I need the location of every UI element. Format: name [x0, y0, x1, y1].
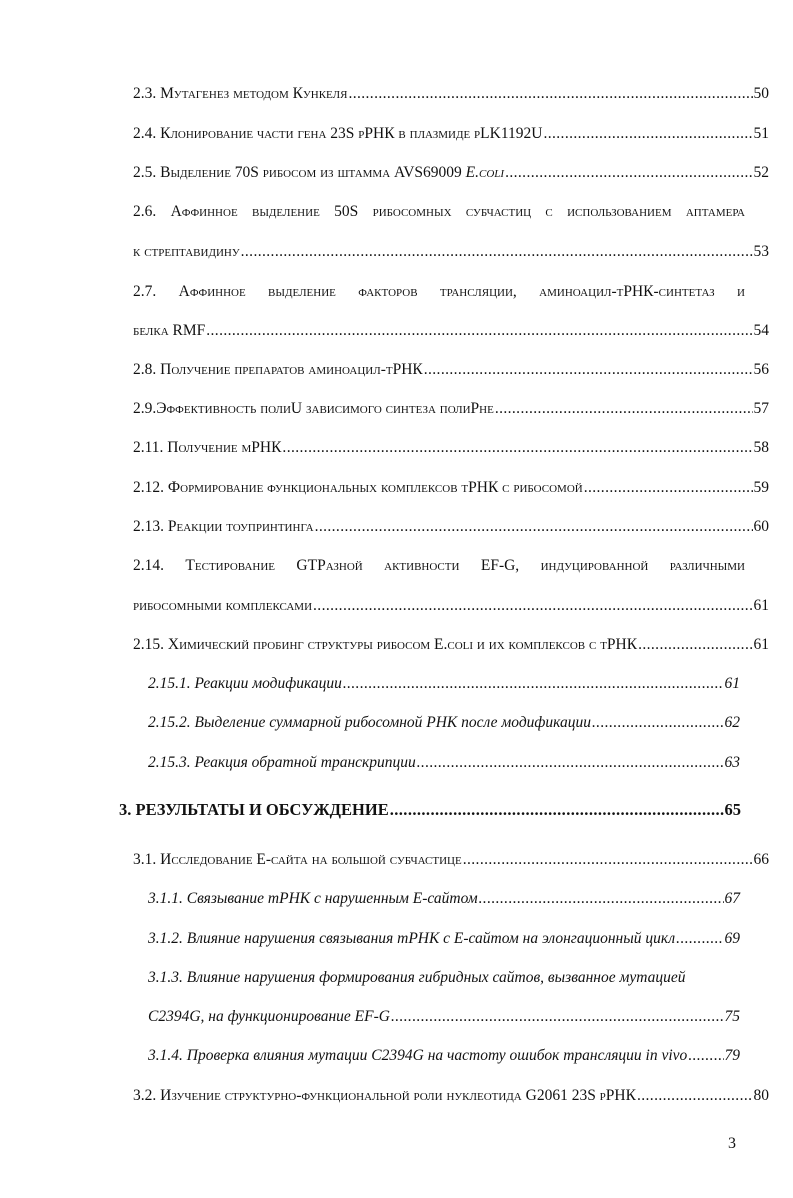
dot-leader: [637, 1086, 753, 1106]
toc-entry-label-main: 2.5. Выделение 70S рибосом из штамма AVS69009: [133, 164, 466, 181]
dot-leader: [313, 596, 752, 616]
toc-entry-2-8: [133, 360, 769, 380]
toc-page-number: 62: [724, 714, 740, 731]
dot-leader: [543, 124, 752, 144]
dot-leader: [390, 800, 724, 820]
toc-page-number: 58: [753, 439, 769, 456]
dot-leader: [391, 1007, 724, 1027]
toc-entry-label: белка RMF: [133, 322, 206, 339]
toc-page-number: 63: [724, 754, 740, 771]
toc-entry-2-4: [133, 124, 769, 144]
toc-entry-2-6-line1: 2.6. Аффинное выделение 50S рибосомных субчастиц с использованием аптамера: [133, 203, 745, 220]
toc-entry-2-12: [133, 478, 769, 498]
dot-leader: [206, 321, 752, 341]
toc-entry-label: 2.15. Химический пробинг структуры рибосом E.coli и их комплексов с тРНК: [133, 636, 638, 653]
toc-page-number: 53: [753, 243, 769, 260]
dot-leader: [638, 635, 752, 655]
toc-entry-3-1-4: [148, 1046, 740, 1066]
toc-entry-label: 3.1.2. Влияние нарушения связывания тРНК с Е-сайтом на элонгационный цикл: [148, 930, 676, 947]
dot-leader: [584, 478, 753, 498]
toc-entry-2-14-line1: 2.14. Тестирование GTPазной активности EF-G, индуцированной различными: [133, 557, 745, 574]
toc-entry-label: 3.1.4. Проверка влияния мутации C2394G на частоту ошибок трансляции in vivo: [148, 1047, 688, 1064]
toc-entry-label-italic: E.coli: [465, 164, 505, 181]
toc-page-number: 75: [724, 1008, 740, 1025]
dot-leader: [282, 438, 752, 458]
toc-entry-3-2: [133, 1086, 769, 1106]
toc-entry-3-1: [133, 850, 769, 870]
toc-page-number: 61: [753, 636, 769, 653]
dot-leader: [592, 713, 723, 733]
toc-entry-label: 3.1.1. Связывание тРНК с нарушенным Е-сайтом: [148, 890, 478, 907]
toc-entry-label: 3.1. Исследование Е-сайта на большой субчастице: [133, 851, 462, 868]
toc-entry-2-7: [133, 321, 769, 341]
toc-entry-label: 2.9.Эффективность полиU зависимого синтеза полиPhe: [133, 400, 494, 417]
toc-entry-label: 3.2. Изучение структурно-функциональной роли нуклеотида G2061 23S рРНК: [133, 1087, 636, 1104]
dot-leader: [688, 1046, 723, 1066]
toc-entry-label: [133, 163, 504, 183]
toc-entry-label: 2.12. Формирование функциональных комплексов тРНК с рибосомой: [133, 479, 583, 496]
dot-leader: [676, 929, 723, 949]
dot-leader: [424, 360, 753, 380]
toc-entry-label: рибосомными комплексами: [133, 597, 313, 614]
toc-entry-2-6: [133, 242, 769, 262]
dot-leader: [505, 163, 752, 183]
toc-page-number: 69: [724, 930, 740, 947]
toc-entry-2-9: [133, 399, 769, 419]
toc-entry-2-13: [133, 517, 769, 537]
toc-entry-2-7-line1: 2.7. Аффинное выделение факторов трансляции, аминоацил-тРНК-синтетаз и: [133, 283, 745, 300]
toc-page-number: 80: [753, 1087, 769, 1104]
toc-page-number: 56: [753, 361, 769, 378]
toc-entry-3-1-1: [148, 889, 740, 909]
toc-page-number: 57: [753, 400, 769, 417]
dot-leader: [463, 850, 753, 870]
toc-page-number: 60: [753, 518, 769, 535]
toc-entry-label: 2.4. Клонирование части гена 23S рРНК в плазмиде pLK1192U: [133, 125, 543, 142]
toc-entry-2-5: [133, 163, 769, 183]
toc-entry-label: к стрептавидину: [133, 243, 240, 260]
toc-entry-label: 2.15.2. Выделение суммарной рибосомной РНК после модификации: [148, 714, 592, 731]
toc-page-number: 51: [753, 125, 769, 142]
toc-entry-label: 3. РЕЗУЛЬТАТЫ И ОБСУЖДЕНИЕ: [119, 800, 389, 819]
toc-entry-2-15-3: [148, 753, 740, 773]
toc-entry-label: 2.13. Реакции тоупринтинга: [133, 518, 314, 535]
toc-entry-label: 2.8. Получение препаратов аминоацил-тРНК: [133, 361, 423, 378]
toc-entry-label: 2.15.1. Реакции модификации: [148, 675, 342, 692]
toc-page-number: 66: [753, 851, 769, 868]
toc-entry-2-3: [133, 84, 769, 104]
toc-entry-label: 2.11. Получение мРНК: [133, 439, 282, 456]
toc-entry-3-1-3: [148, 1007, 740, 1027]
page-number: 3: [728, 1135, 736, 1152]
toc-page-number: 52: [753, 164, 769, 181]
dot-leader: [241, 242, 753, 262]
toc-entry-2-15: [133, 635, 769, 655]
toc-entry-label: 2.15.3. Реакция обратной транскрипции: [148, 754, 416, 771]
toc-page-number: 50: [753, 85, 769, 102]
toc-page-number: 59: [753, 479, 769, 496]
toc-entry-3-1-2: [148, 929, 740, 949]
dot-leader: [348, 84, 752, 104]
toc-entry-label: C2394G, на функционирование EF-G: [148, 1008, 390, 1025]
dot-leader: [495, 399, 753, 419]
toc-entry-2-15-1: [148, 674, 740, 694]
toc-page-number: 79: [724, 1047, 740, 1064]
toc-page-number: 65: [724, 800, 741, 819]
toc-entry-2-14: [133, 596, 769, 616]
toc-entry-3-1-3-line1: 3.1.3. Влияние нарушения формирования гибридных сайтов, вызванное мутацией: [148, 969, 686, 986]
toc-page-number: 54: [753, 322, 769, 339]
toc-entry-2-11: [133, 438, 769, 458]
toc-page-number: 67: [724, 890, 740, 907]
toc-page-number: 61: [724, 675, 740, 692]
toc-entry-2-15-2: [148, 713, 740, 733]
dot-leader: [479, 889, 724, 909]
dot-leader: [343, 674, 724, 694]
dot-leader: [315, 517, 753, 537]
toc-entry-3: [119, 800, 741, 820]
toc-page-number: 61: [753, 597, 769, 614]
toc-entry-label: 2.3. Мутагенез методом Кункеля: [133, 85, 348, 102]
dot-leader: [417, 753, 724, 773]
